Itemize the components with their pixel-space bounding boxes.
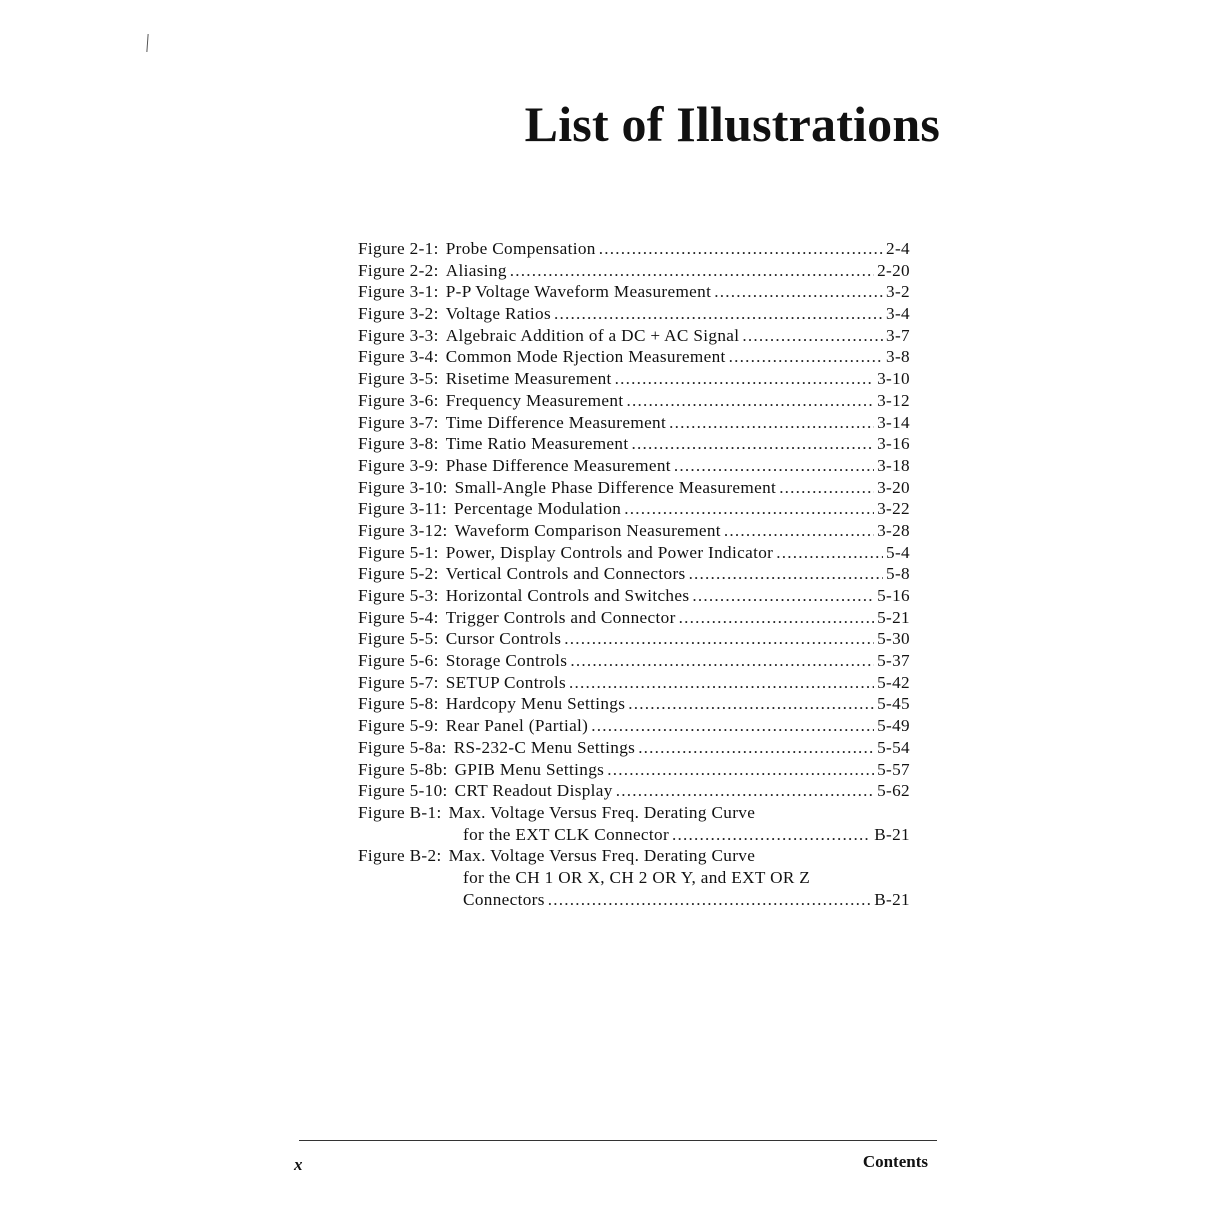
figure-page-number: 5-49 xyxy=(877,716,910,736)
figure-entry-line xyxy=(358,563,910,585)
figure-page-number: 5-16 xyxy=(877,586,910,605)
figure-entry xyxy=(358,845,910,910)
figure-page-number: 3-2 xyxy=(886,282,910,302)
figure-number: Figure 3-4: xyxy=(358,347,439,367)
figure-title: Trigger Controls and Connector xyxy=(446,607,679,629)
figure-title: Hardcopy Menu Settings xyxy=(446,693,629,715)
figure-number: Figure 3-6: xyxy=(358,390,439,410)
figure-number: Figure 5-8b: xyxy=(358,759,448,779)
figure-page-number: B-21 xyxy=(874,889,910,909)
figure-entry xyxy=(358,585,910,607)
figure-entry-line xyxy=(358,542,910,564)
dot-leader xyxy=(510,260,874,282)
figure-entry-line xyxy=(358,368,910,390)
figure-title: Risetime Measurement xyxy=(446,368,615,390)
figure-entry-line xyxy=(358,759,910,781)
footer-page-number: x xyxy=(294,1155,303,1174)
figure-page-number: 5-57 xyxy=(877,759,910,779)
figure-page-number: 3-10 xyxy=(877,369,910,389)
figure-entry-line xyxy=(358,780,910,802)
figure-number: Figure 5-3: xyxy=(358,586,439,605)
figure-title: P-P Voltage Waveform Measurement xyxy=(446,281,715,303)
figure-title: for the EXT CLK Connector xyxy=(463,824,672,846)
dot-leader xyxy=(591,715,874,737)
figure-number: Figure 3-10: xyxy=(358,477,448,497)
stray-pen-mark xyxy=(146,34,148,52)
illustrations-list xyxy=(358,238,910,910)
figure-entry xyxy=(358,520,910,542)
figure-entry xyxy=(358,672,910,694)
figure-entry-continuation-line xyxy=(358,867,910,889)
figure-entry xyxy=(358,325,910,347)
figure-entry xyxy=(358,542,910,564)
figure-page-number: 5-42 xyxy=(877,672,910,692)
figure-entry xyxy=(358,802,910,845)
figure-number: Figure 5-9: xyxy=(358,716,439,736)
figure-number: Figure 5-1: xyxy=(358,542,439,562)
figure-page-number: 5-54 xyxy=(877,737,910,757)
figure-page-number: 5-4 xyxy=(886,542,910,562)
figure-page-number: 3-22 xyxy=(877,499,910,519)
figure-number: Figure 2-1: xyxy=(358,239,439,258)
dot-leader xyxy=(724,520,874,542)
figure-entry xyxy=(358,759,910,781)
page-title: List of Illustrations xyxy=(524,96,940,152)
figure-title: GPIB Menu Settings xyxy=(455,759,608,781)
figure-entry xyxy=(358,607,910,629)
figure-number: Figure 5-10: xyxy=(358,781,448,801)
footer-rule xyxy=(299,1140,937,1141)
figure-entry xyxy=(358,346,910,368)
figure-entry xyxy=(358,737,910,759)
figure-title: Vertical Controls and Connectors xyxy=(446,563,689,585)
figure-entry-line xyxy=(358,650,910,672)
figure-entry-line xyxy=(358,390,910,412)
figure-number: Figure 5-7: xyxy=(358,672,439,692)
figure-number: Figure 5-8: xyxy=(358,694,439,714)
figure-number: Figure 3-8: xyxy=(358,434,439,454)
figure-page-number: 3-12 xyxy=(877,390,910,410)
figure-entry xyxy=(358,368,910,390)
figure-number: Figure 3-3: xyxy=(358,325,439,345)
figure-entry xyxy=(358,498,910,520)
figure-number: Figure B-2: xyxy=(358,846,442,866)
figure-entry-line xyxy=(358,628,910,650)
figure-entry xyxy=(358,238,910,260)
figure-entry xyxy=(358,693,910,715)
figure-number: Figure 5-2: xyxy=(358,564,439,584)
figure-page-number: 5-8 xyxy=(886,564,910,584)
figure-entry xyxy=(358,650,910,672)
figure-entry xyxy=(358,260,910,282)
figure-number: Figure 3-5: xyxy=(358,369,439,389)
dot-leader xyxy=(569,672,874,694)
dot-leader xyxy=(742,325,883,347)
figure-number: Figure 3-9: xyxy=(358,455,439,475)
figure-page-number: 3-18 xyxy=(877,455,910,475)
figure-entry-line xyxy=(358,281,910,303)
dot-leader xyxy=(607,759,874,781)
dot-leader xyxy=(616,780,874,802)
figure-entry xyxy=(358,412,910,434)
figure-entry-line xyxy=(358,303,910,325)
figure-entry-line xyxy=(358,238,910,260)
figure-title: Power, Display Controls and Power Indicator xyxy=(446,542,777,564)
figure-page-number: 2-20 xyxy=(877,260,910,280)
dot-leader xyxy=(679,607,874,629)
figure-page-number: 3-28 xyxy=(877,520,910,540)
dot-leader xyxy=(615,368,874,390)
figure-entry xyxy=(358,281,910,303)
figure-entry-line xyxy=(358,477,910,499)
dot-leader xyxy=(689,563,883,585)
figure-title: Voltage Ratios xyxy=(446,303,554,325)
figure-page-number: 2-4 xyxy=(886,239,910,258)
dot-leader xyxy=(672,824,871,846)
figure-title: Small-Angle Phase Difference Measurement xyxy=(455,477,780,499)
figure-number: Figure 3-1: xyxy=(358,282,439,302)
figure-title: Waveform Comparison Neasurement xyxy=(455,520,724,542)
dot-leader xyxy=(638,737,874,759)
figure-title: Algebraic Addition of a DC + AC Signal xyxy=(446,325,743,347)
dot-leader xyxy=(631,433,874,455)
figure-entry-line xyxy=(358,412,910,434)
figure-entry-line xyxy=(358,325,910,347)
figure-entry-line xyxy=(358,737,910,759)
figure-title: Phase Difference Measurement xyxy=(446,455,674,477)
dot-leader xyxy=(729,346,883,368)
dot-leader xyxy=(776,542,883,564)
dot-leader xyxy=(599,238,883,260)
figure-number: Figure 3-2: xyxy=(358,304,439,324)
figure-page-number: 3-7 xyxy=(886,325,910,345)
dot-leader xyxy=(669,412,874,434)
figure-page-number: 5-37 xyxy=(877,651,910,671)
figure-entry-continuation-line xyxy=(358,889,910,911)
figure-entry-line xyxy=(358,585,910,607)
figure-page-number: 3-14 xyxy=(877,412,910,432)
figure-page-number: 3-16 xyxy=(877,434,910,454)
figure-page-number: 5-21 xyxy=(877,607,910,627)
dot-leader xyxy=(779,477,874,499)
figure-title: Time Ratio Measurement xyxy=(446,433,632,455)
figure-number: Figure 3-7: xyxy=(358,412,439,432)
figure-entry-line xyxy=(358,802,910,824)
figure-title: Rear Panel (Partial) xyxy=(446,715,592,737)
figure-title: Aliasing xyxy=(446,260,510,282)
dot-leader xyxy=(714,281,883,303)
figure-page-number: 5-45 xyxy=(877,694,910,714)
figure-entry xyxy=(358,477,910,499)
figure-title: Frequency Measurement xyxy=(446,390,627,412)
dot-leader xyxy=(674,455,874,477)
dot-leader xyxy=(548,889,871,911)
figure-entry-line xyxy=(358,672,910,694)
figure-number: Figure 3-12: xyxy=(358,520,448,540)
figure-entry-line xyxy=(358,455,910,477)
dot-leader xyxy=(628,693,874,715)
figure-entry-line xyxy=(358,433,910,455)
figure-entry xyxy=(358,433,910,455)
figure-title: Max. Voltage Versus Freq. Derating Curve xyxy=(449,845,759,867)
figure-title: Probe Compensation xyxy=(446,238,599,260)
figure-page-number: 3-4 xyxy=(886,304,910,324)
figure-number: Figure 5-8a: xyxy=(358,737,447,757)
figure-number: Figure B-1: xyxy=(358,802,442,822)
figure-page-number: 5-62 xyxy=(877,781,910,801)
figure-entry xyxy=(358,563,910,585)
figure-entry xyxy=(358,780,910,802)
figure-page-number: 3-20 xyxy=(877,477,910,497)
figure-entry-line xyxy=(358,715,910,737)
figure-entry xyxy=(358,303,910,325)
figure-page-number: 5-30 xyxy=(877,629,910,649)
figure-entry-line xyxy=(358,693,910,715)
figure-entry-continuation-line xyxy=(358,824,910,846)
figure-entry xyxy=(358,455,910,477)
figure-entry-line xyxy=(358,346,910,368)
figure-title: for the CH 1 OR X, CH 2 OR Y, and EXT OR Z xyxy=(463,867,813,889)
figure-entry-line xyxy=(358,520,910,542)
dot-leader xyxy=(692,585,874,607)
figure-entry-line xyxy=(358,845,910,867)
figure-entry-line xyxy=(358,607,910,629)
figure-number: Figure 5-6: xyxy=(358,651,439,671)
dot-leader xyxy=(564,628,874,650)
dot-leader xyxy=(570,650,874,672)
figure-page-number: 3-8 xyxy=(886,347,910,367)
figure-title: Common Mode Rjection Measurement xyxy=(446,346,729,368)
figure-number: Figure 2-2: xyxy=(358,260,439,280)
figure-title: Max. Voltage Versus Freq. Derating Curve xyxy=(449,802,759,824)
figure-title: SETUP Controls xyxy=(446,672,569,694)
dot-leader xyxy=(554,303,883,325)
figure-page-number: B-21 xyxy=(874,824,910,844)
figure-entry-line xyxy=(358,498,910,520)
dot-leader xyxy=(624,498,874,520)
figure-title: CRT Readout Display xyxy=(455,780,616,802)
figure-title: Cursor Controls xyxy=(446,628,565,650)
figure-entry-line xyxy=(358,260,910,282)
dot-leader xyxy=(626,390,874,412)
figure-title: Horizontal Controls and Switches xyxy=(446,585,693,607)
footer-section-name: Contents xyxy=(862,1152,928,1171)
figure-entry xyxy=(358,390,910,412)
figure-entry xyxy=(358,628,910,650)
figure-title: Time Difference Measurement xyxy=(446,412,669,434)
figure-entry xyxy=(358,715,910,737)
figure-number: Figure 5-4: xyxy=(358,607,439,627)
figure-number: Figure 5-5: xyxy=(358,629,439,649)
figure-title: Connectors xyxy=(463,889,548,911)
figure-number: Figure 3-11: xyxy=(358,499,448,519)
figure-title: Percentage Modulation xyxy=(454,498,624,520)
figure-title: Storage Controls xyxy=(446,650,571,672)
figure-title: RS-232-C Menu Settings xyxy=(454,737,639,759)
